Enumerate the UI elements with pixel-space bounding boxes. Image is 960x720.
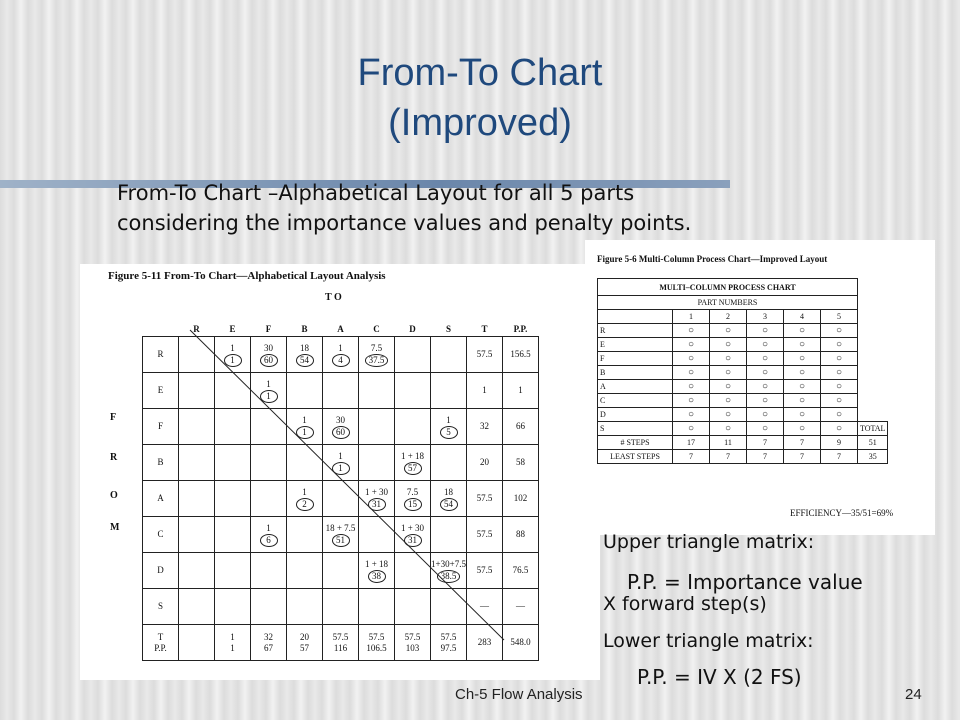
page-number: 24	[905, 686, 922, 703]
process-chart-table	[597, 278, 888, 464]
chart-header: MULTI–COLUMN PROCESS CHART	[598, 279, 858, 296]
table-cell: 1+30+7.5 38.5	[431, 553, 467, 589]
table-cell: 7.5 37.5	[359, 337, 395, 373]
process-step: ○	[821, 394, 858, 408]
to-label: T O	[325, 292, 342, 303]
chart-cell	[858, 296, 888, 310]
least-steps-label: LEAST STEPS	[598, 450, 673, 464]
process-step: ○	[821, 380, 858, 394]
col-header: P.P.	[513, 323, 528, 334]
upper-triangle-formula: P.P. = Importance value	[627, 570, 863, 594]
table-cell: 66	[503, 409, 539, 445]
process-step: ○	[747, 338, 784, 352]
process-step: ○	[673, 324, 710, 338]
from-to-figure	[80, 264, 600, 680]
dept-label: A	[598, 380, 673, 394]
chart-cell	[858, 366, 888, 380]
process-step: ○	[710, 408, 747, 422]
lower-triangle-heading: Lower triangle matrix:	[603, 630, 814, 652]
steps-value: 51	[858, 436, 888, 450]
table-cell: 1 2	[287, 481, 323, 517]
table-cell: 18 + 7.5 51	[323, 517, 359, 553]
process-step: ○	[710, 422, 747, 436]
chart-cell	[858, 310, 888, 324]
chart-cell	[858, 338, 888, 352]
table-cell: 57.5 116	[323, 625, 359, 661]
process-step: ○	[747, 394, 784, 408]
process-step: ○	[673, 338, 710, 352]
table-cell: 1 1	[215, 337, 251, 373]
table-cell: 57.5	[467, 337, 503, 373]
table-cell: 1 + 18 38	[359, 553, 395, 589]
subtitle-line1: From-To Chart –Alphabetical Layout for all 5 parts	[117, 181, 635, 205]
table-cell: 1	[503, 373, 539, 409]
part-number: 2	[710, 310, 747, 324]
chart-cell	[858, 380, 888, 394]
table-cell: 1	[467, 373, 503, 409]
col-header: S	[445, 323, 451, 334]
least-steps-value: 35	[858, 450, 888, 464]
chart-cell	[598, 310, 673, 324]
table-cell: —	[467, 589, 503, 625]
part-number: 4	[784, 310, 821, 324]
table-cell: 57.5	[467, 481, 503, 517]
process-step: ○	[747, 422, 784, 436]
from-letter: F	[110, 412, 117, 423]
table-cell: 1 5	[431, 409, 467, 445]
process-step: ○	[784, 366, 821, 380]
process-step: ○	[747, 380, 784, 394]
process-step: ○	[784, 380, 821, 394]
from-letter: R	[110, 452, 118, 463]
table-cell: 20 57	[287, 625, 323, 661]
part-number: 1	[673, 310, 710, 324]
slide-title-line2: (Improved)	[388, 102, 572, 144]
efficiency-text: EFFICIENCY—35/51=69%	[790, 508, 894, 518]
process-step: ○	[710, 366, 747, 380]
table-cell: 7.5 15	[395, 481, 431, 517]
process-step: ○	[673, 380, 710, 394]
col-header: D	[409, 323, 416, 334]
upper-triangle-heading: Upper triangle matrix:	[603, 531, 815, 553]
dept-label: S	[598, 422, 673, 436]
chart-cell	[858, 352, 888, 366]
least-steps-value: 7	[710, 450, 747, 464]
process-step: ○	[710, 380, 747, 394]
figure-right-caption: Figure 5-6 Multi-Column Process Chart—Improved Layout	[597, 254, 828, 264]
chart-cell	[858, 279, 888, 296]
total-label: TOTAL	[858, 422, 888, 436]
steps-value: 17	[673, 436, 710, 450]
process-step: ○	[673, 366, 710, 380]
process-step: ○	[821, 422, 858, 436]
process-step: ○	[784, 352, 821, 366]
table-cell: 1 1	[287, 409, 323, 445]
chart-cell	[858, 408, 888, 422]
footer-left: Ch-5 Flow Analysis	[455, 686, 583, 703]
table-cell: 18 54	[287, 337, 323, 373]
row-label: C	[143, 517, 179, 553]
part-numbers-label: PART NUMBERS	[598, 296, 858, 310]
table-cell: 548.0	[503, 625, 539, 661]
process-step: ○	[710, 352, 747, 366]
table-cell: 102	[503, 481, 539, 517]
steps-value: 9	[821, 436, 858, 450]
row-label: R	[143, 337, 179, 373]
table-cell: 57.5 106.5	[359, 625, 395, 661]
process-step: ○	[821, 338, 858, 352]
table-cell: 57.5 103	[395, 625, 431, 661]
table-cell: 1 + 30 31	[395, 517, 431, 553]
dept-label: C	[598, 394, 673, 408]
table-cell: —	[503, 589, 539, 625]
col-header: B	[301, 323, 308, 334]
table-cell: 76.5	[503, 553, 539, 589]
from-letter: O	[110, 490, 118, 501]
table-cell: 1 + 30 31	[359, 481, 395, 517]
process-step: ○	[673, 394, 710, 408]
process-step: ○	[784, 338, 821, 352]
multi-column-figure	[585, 240, 935, 535]
table-cell: 57.5	[467, 517, 503, 553]
table-cell: 30 60	[323, 409, 359, 445]
process-step: ○	[673, 408, 710, 422]
steps-value: 11	[710, 436, 747, 450]
steps-label: # STEPS	[598, 436, 673, 450]
col-header: F	[265, 323, 272, 334]
lower-triangle-formula: P.P. = IV X (2 FS)	[637, 665, 802, 689]
table-cell: 156.5	[503, 337, 539, 373]
row-label: B	[143, 445, 179, 481]
row-label: A	[143, 481, 179, 517]
least-steps-value: 7	[784, 450, 821, 464]
table-cell: 32 67	[251, 625, 287, 661]
upper-triangle-formula-cont: X forward step(s)	[603, 593, 767, 615]
process-step: ○	[747, 408, 784, 422]
process-step: ○	[784, 422, 821, 436]
table-cell: 1 6	[251, 517, 287, 553]
table-cell: 88	[503, 517, 539, 553]
process-step: ○	[821, 324, 858, 338]
dept-label: B	[598, 366, 673, 380]
col-header: C	[373, 323, 380, 334]
process-step: ○	[710, 324, 747, 338]
chart-cell	[858, 394, 888, 408]
process-step: ○	[821, 408, 858, 422]
slide-title: From-To Chart	[357, 52, 603, 94]
slide-subtitle	[117, 178, 817, 238]
process-step: ○	[710, 394, 747, 408]
table-cell: 57.5 97.5	[431, 625, 467, 661]
least-steps-value: 7	[673, 450, 710, 464]
row-label: S	[143, 589, 179, 625]
col-header: E	[229, 323, 236, 334]
row-label: D	[143, 553, 179, 589]
process-step: ○	[710, 338, 747, 352]
table-cell: 1 1	[323, 445, 359, 481]
least-steps-value: 7	[747, 450, 784, 464]
process-step: ○	[747, 324, 784, 338]
row-label: E	[143, 373, 179, 409]
part-number: 5	[821, 310, 858, 324]
process-step: ○	[784, 394, 821, 408]
process-step: ○	[747, 366, 784, 380]
col-header: T	[481, 323, 488, 334]
process-step: ○	[821, 366, 858, 380]
table-cell: 1 + 18 57	[395, 445, 431, 481]
table-cell: 58	[503, 445, 539, 481]
dept-label: D	[598, 408, 673, 422]
process-step: ○	[673, 352, 710, 366]
diagonal-line	[182, 322, 506, 642]
table-cell: 18 54	[431, 481, 467, 517]
table-cell: 1 4	[323, 337, 359, 373]
col-header: A	[337, 323, 344, 334]
dept-label: F	[598, 352, 673, 366]
from-letter: M	[110, 522, 120, 533]
process-step: ○	[784, 408, 821, 422]
table-cell: 1 1	[215, 625, 251, 661]
figure-caption: Figure 5-11 From-To Chart—Alphabetical Layout Analysis	[108, 270, 386, 282]
table-cell: 30 60	[251, 337, 287, 373]
table-cell: 283	[467, 625, 503, 661]
table-cell: 1 1	[251, 373, 287, 409]
steps-value: 7	[784, 436, 821, 450]
process-step: ○	[821, 352, 858, 366]
subtitle-line2: considering the importance values and penalty points.	[117, 211, 692, 235]
part-number: 3	[747, 310, 784, 324]
dept-label: R	[598, 324, 673, 338]
least-steps-value: 7	[821, 450, 858, 464]
process-step: ○	[747, 352, 784, 366]
row-label: T P.P.	[143, 625, 179, 661]
process-step: ○	[784, 324, 821, 338]
table-cell: 32	[467, 409, 503, 445]
col-header: R	[193, 323, 200, 334]
row-label: F	[143, 409, 179, 445]
dept-label: E	[598, 338, 673, 352]
table-cell: 20	[467, 445, 503, 481]
table-cell: 57.5	[467, 553, 503, 589]
process-step: ○	[673, 422, 710, 436]
steps-value: 7	[747, 436, 784, 450]
chart-cell	[858, 324, 888, 338]
